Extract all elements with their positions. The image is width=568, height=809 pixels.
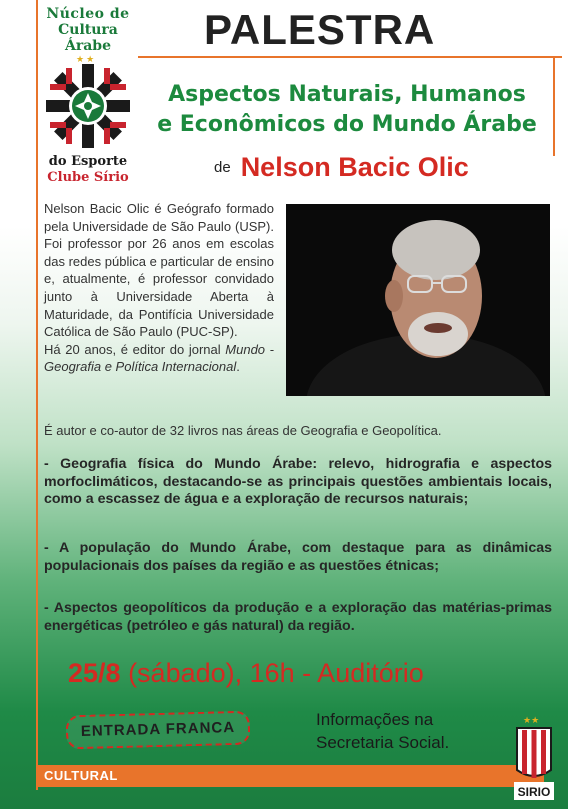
info-note [316,708,449,754]
logo-line-3: Árabe [64,38,111,54]
topic-item: - Aspectos geopolíticos da produção e a exploração das matérias-primas energéticas (petróleo e gás natural) da região. [44,600,552,634]
page-title: PALESTRA [204,6,436,53]
speaker-name: Nelson Bacic Olic [240,152,469,182]
footer-bar [36,765,544,787]
club-emblem-icon [46,64,130,148]
lecture-subtitle [140,80,554,140]
bio-editor-suffix: . [236,359,240,375]
bio-editor-prefix: Há 20 anos, é editor do jornal [44,341,226,357]
logo-stars: ★★ [76,54,97,64]
bio-books: É autor e co-autor de 32 livros nas áreas de Geografia e Geopolítica. [44,423,442,438]
sirio-shield-icon [514,714,554,800]
club-mark-text: SIRIO [517,785,551,799]
speaker-line [214,152,469,183]
logo-line-4: do Esporte [48,154,128,169]
frame-line-top [138,56,562,58]
topic-item: - Geografia física do Mundo Árabe: relevo, hidrografia e aspectos morfoclimáticos, destacando-se as principais questões ambientais locais, como a escassez de água e a exploração de recursos naturais; [44,456,552,507]
logo-line-1: Núcleo de [46,6,130,22]
bio-editor-journal: Mundo - Geografia e Política Internacional [44,341,274,375]
logo-line-5: Clube Sírio [47,170,129,185]
frame-line-left [36,0,38,790]
svg-text:★★: ★★ [523,716,540,726]
speaker-prefix: de [214,159,231,176]
section-label: CULTURAL [44,768,118,783]
subtitle-line-2: e Econômicos do Mundo Árabe [157,112,537,137]
speaker-photo [286,204,550,396]
subtitle-line-1: Aspectos Naturais, Humanos [168,82,526,107]
info-line-1: Informações na [316,710,434,729]
info-line-2: Secretaria Social. [316,733,450,752]
event-datetime [68,658,424,689]
event-details: (sábado), 16h - Auditório [120,658,424,688]
speaker-bio [44,200,274,376]
logo-line-2: Cultura [58,22,118,38]
free-entry-badge: ENTRADA FRANCA [66,711,251,750]
topic-item: - A população do Mundo Árabe, com destaque para as dinâmicas populacionais dos países da região e as questões étnicas; [44,540,552,574]
event-date: 25/8 [68,658,121,688]
bio-text: Nelson Bacic Olic é Geógrafo formado pela Universidade de São Paulo (USP). Foi professor por 26 anos em escolas das redes pública e particular de ensino e, atualmente, é professor convidado junto à Universidade Aberta à Maturidade, da Pontifícia Universidade Católica de São Paulo (PUC-SP). [44,201,274,340]
